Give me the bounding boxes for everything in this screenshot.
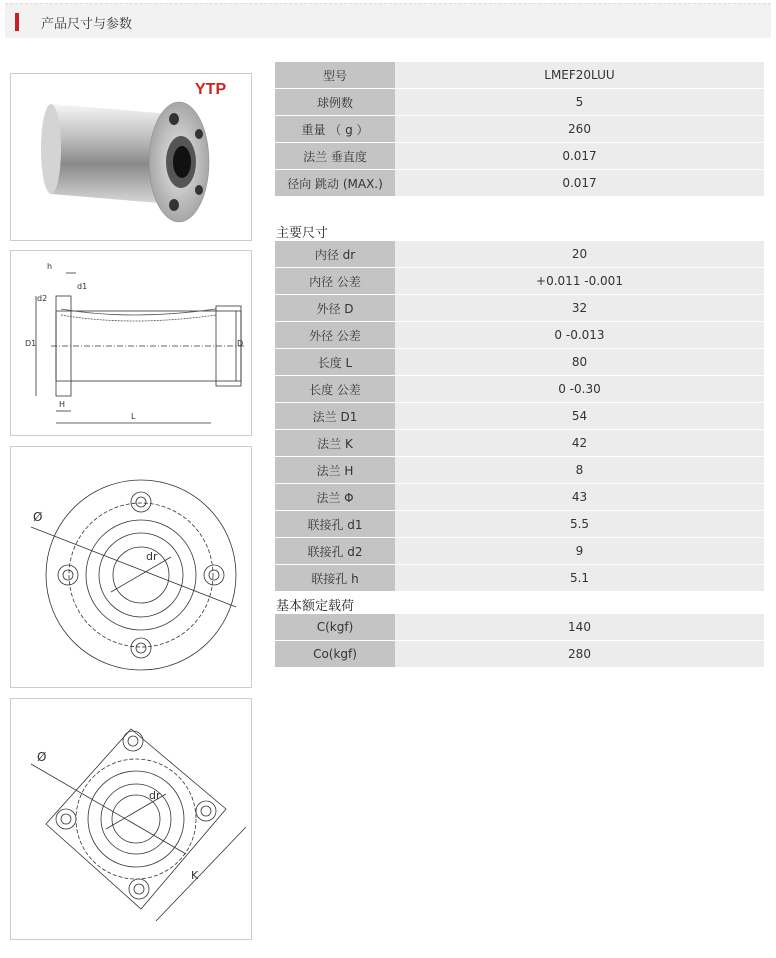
section-load: 基本额定载荷 <box>276 599 355 614</box>
svg-text:h: h <box>47 262 53 271</box>
svg-text:dr: dr <box>146 550 158 563</box>
table-row: 内径 公差 +0.011 -0.001 <box>275 268 764 295</box>
product-photo <box>10 73 252 241</box>
svg-text:D: D <box>237 339 244 348</box>
load-spec-table <box>275 614 764 668</box>
table-row: 型号 LMEF20LUU <box>275 62 764 89</box>
round-flange-drawing <box>10 446 252 688</box>
svg-text:K: K <box>191 869 199 882</box>
table-row: C(kgf) 140 <box>275 614 764 641</box>
svg-text:dr: dr <box>149 789 161 802</box>
table-row: 外径 D 32 <box>275 295 764 322</box>
table-row: 法兰 D1 54 <box>275 403 764 430</box>
table-row: 内径 dr 20 <box>275 241 764 268</box>
svg-text:Ø: Ø <box>33 510 43 524</box>
table-row: 法兰 K 42 <box>275 430 764 457</box>
basic-spec-table <box>275 62 764 197</box>
svg-text:d1: d1 <box>77 282 88 291</box>
table-row: 外径 公差 0 -0.013 <box>275 322 764 349</box>
square-flange-drawing <box>10 698 252 940</box>
table-row: 径向 跳动 (MAX.) 0.017 <box>275 170 764 197</box>
section-title: 产品尺寸与参数 <box>41 17 133 32</box>
table-row: 球例数 5 <box>275 89 764 116</box>
table-row: Co(kgf) 280 <box>275 641 764 668</box>
table-row: 长度 公差 0 -0.30 <box>275 376 764 403</box>
svg-text:D1: D1 <box>25 339 37 348</box>
svg-text:H: H <box>59 400 66 409</box>
svg-text:d2: d2 <box>37 294 48 303</box>
section-main-dims: 主要尺寸 <box>276 226 329 241</box>
table-row: 联接孔 d2 9 <box>275 538 764 565</box>
dims-spec-table <box>275 241 764 592</box>
svg-text:Ø: Ø <box>37 750 47 764</box>
table-row: 联接孔 d1 5.5 <box>275 511 764 538</box>
section-header <box>5 3 771 38</box>
svg-text:L: L <box>131 412 136 421</box>
table-row: 法兰 H 8 <box>275 457 764 484</box>
table-row: 法兰 垂直度 0.017 <box>275 143 764 170</box>
brand-logo: YTP <box>195 81 227 98</box>
accent-bar <box>15 13 19 31</box>
table-row: 重量 （ g ） 260 <box>275 116 764 143</box>
table-row: 法兰 Φ 43 <box>275 484 764 511</box>
table-row: 长度 L 80 <box>275 349 764 376</box>
side-view-drawing <box>10 250 252 436</box>
table-row: 联接孔 h 5.1 <box>275 565 764 592</box>
